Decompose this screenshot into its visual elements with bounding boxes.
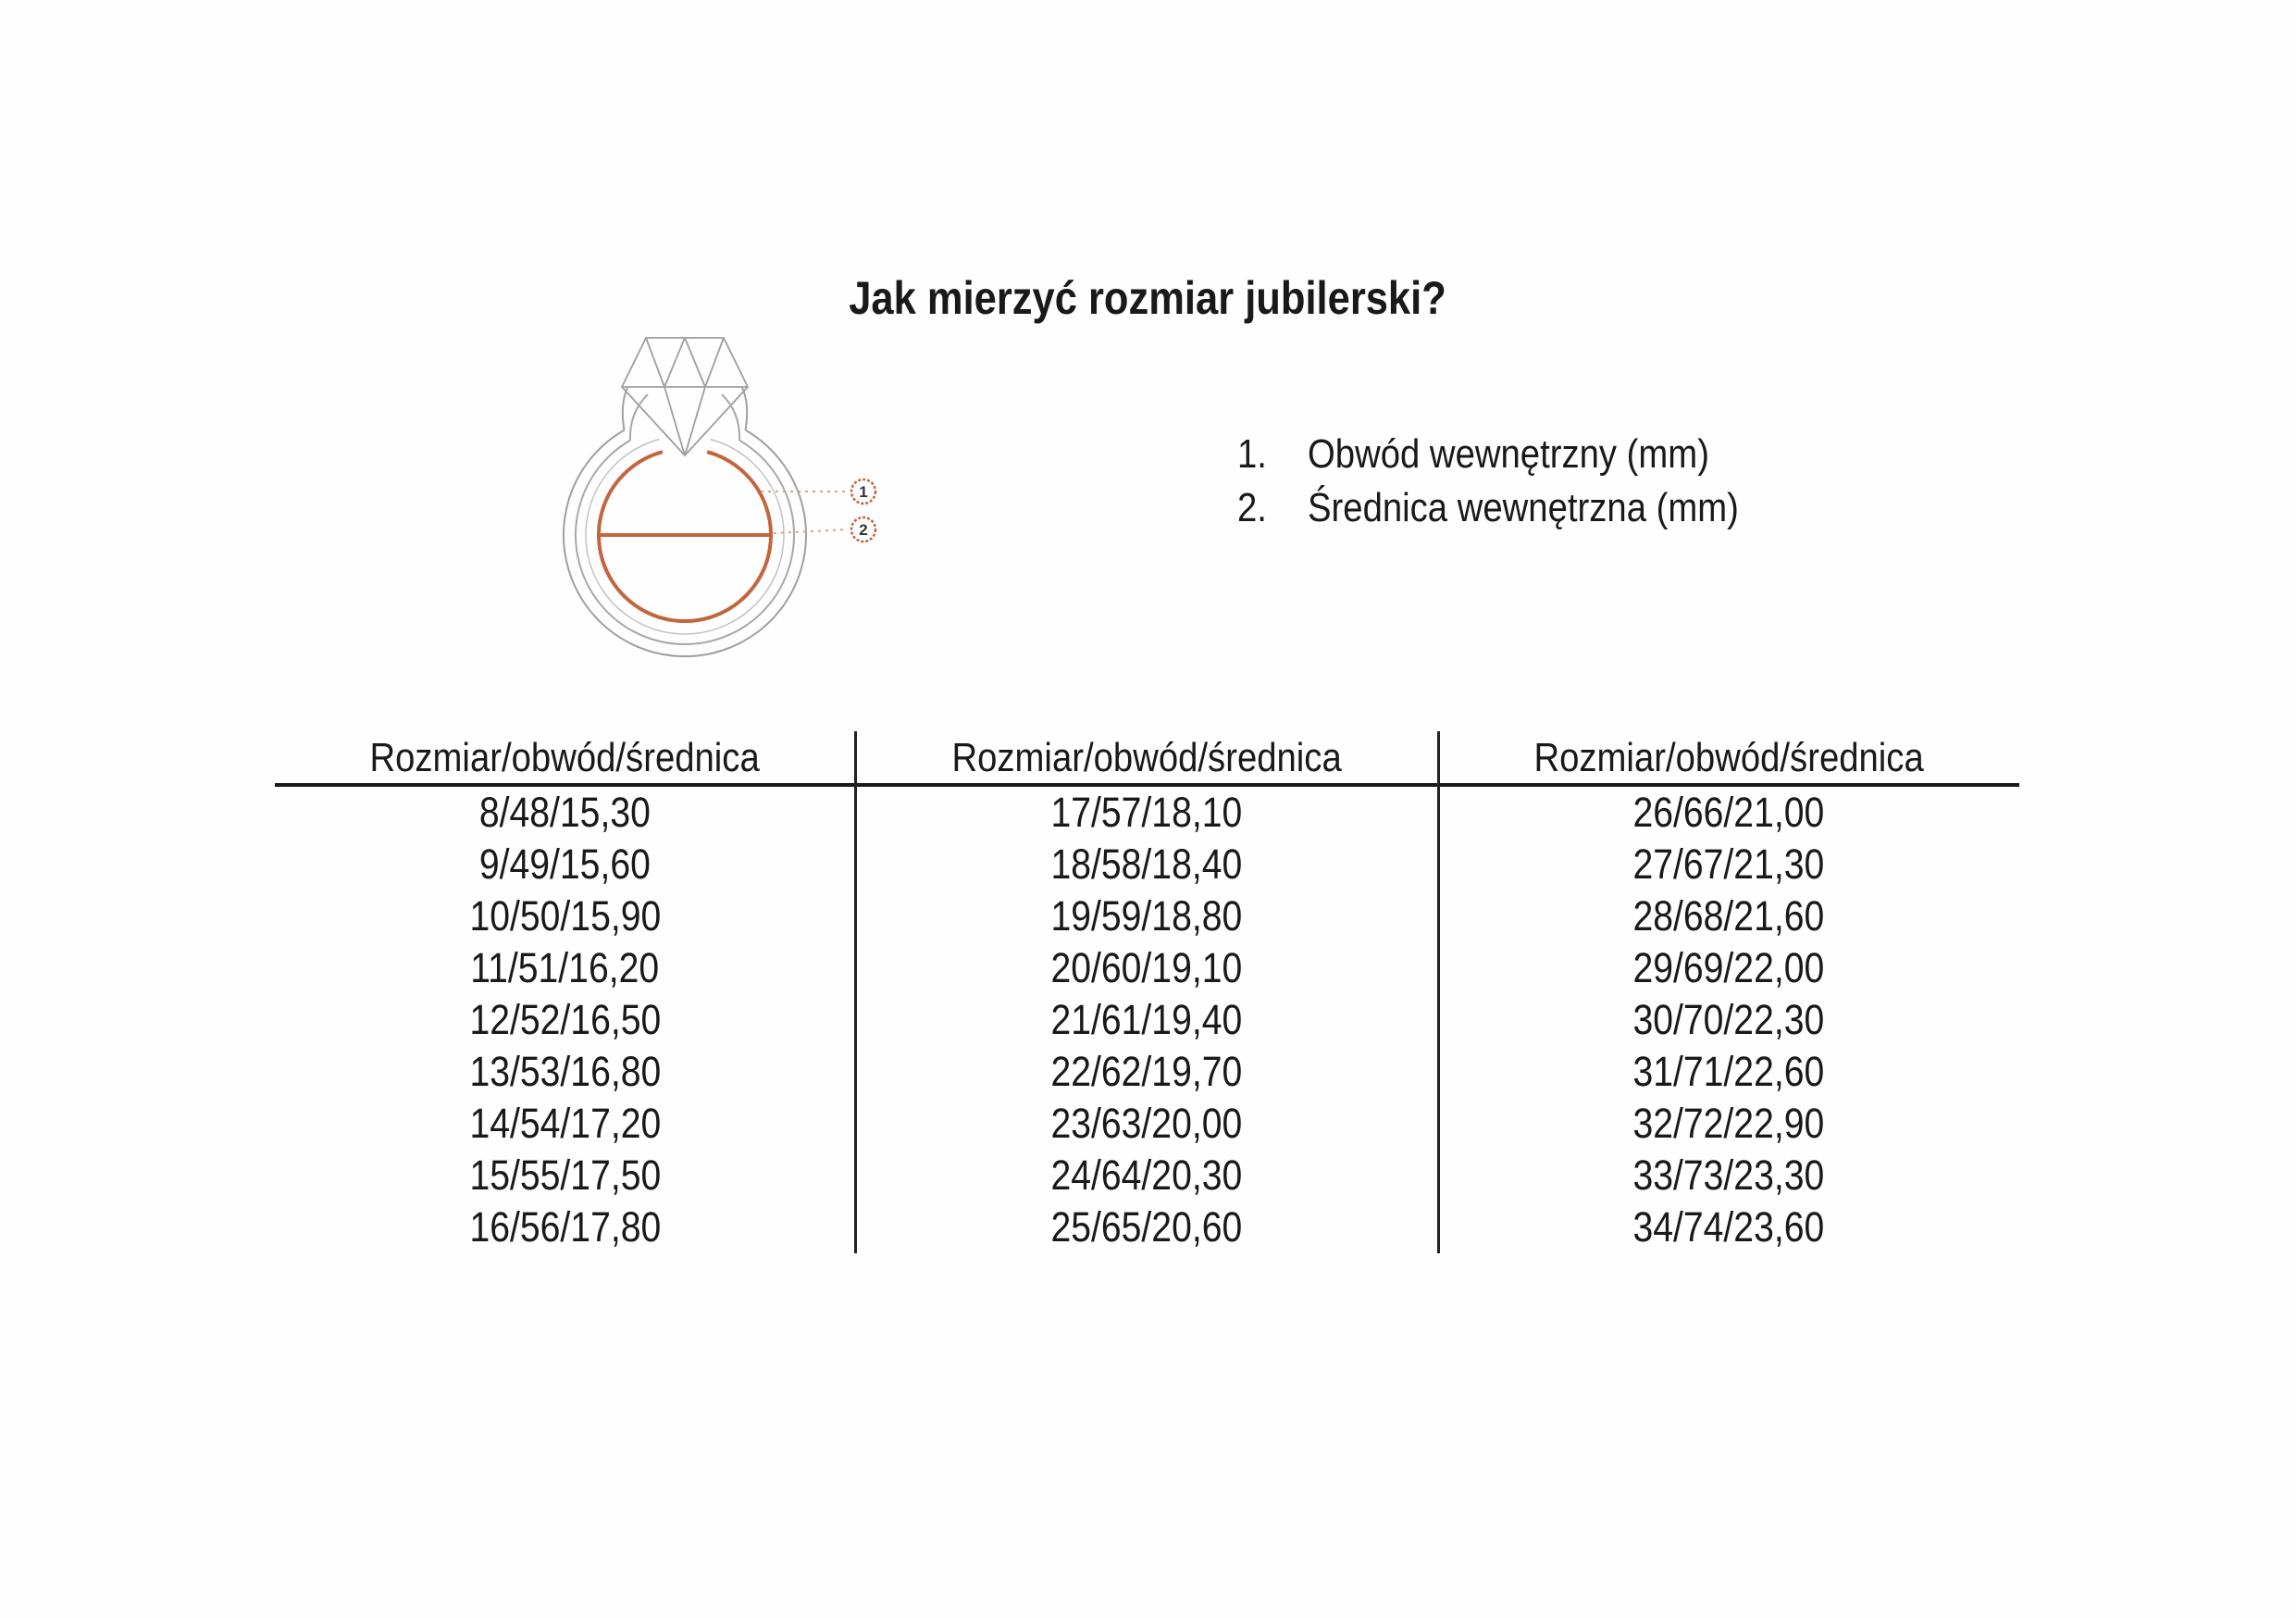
- table-cell: [1438, 1150, 2019, 1201]
- table-cell: [1438, 890, 2019, 942]
- table-cell-value: 31/71/22,60: [1632, 1048, 1825, 1095]
- table-cell: [275, 1150, 855, 1201]
- table-cell: [1438, 839, 2019, 890]
- table-cell-value: 14/54/17,20: [469, 1100, 661, 1147]
- table-cell: [275, 994, 855, 1046]
- table-cell: [855, 1150, 1438, 1201]
- table-cell-value: 17/57/18,10: [1050, 789, 1243, 836]
- table-cell: [855, 839, 1438, 890]
- table-cell-value: 29/69/22,00: [1632, 944, 1825, 991]
- table-cell-value: 28/68/21,60: [1632, 892, 1825, 940]
- page-title-text: Jak mierzyć rozmiar jubilerski?: [849, 272, 1447, 324]
- table-cell-value: 12/52/16,50: [469, 996, 661, 1043]
- table-cell: [275, 1201, 855, 1253]
- table-cell: [855, 1201, 1438, 1253]
- table-cell: [1438, 1098, 2019, 1150]
- table-cell-value: 21/61/19,40: [1050, 996, 1243, 1043]
- legend-number: 2.: [1237, 485, 1267, 530]
- table-header-text: Rozmiar/obwód/średnica: [951, 735, 1342, 780]
- table-cell-value: 18/58/18,40: [1050, 840, 1243, 888]
- table-column: [855, 787, 1438, 1253]
- table-header-text: Rozmiar/obwód/średnica: [1533, 735, 1924, 780]
- table-cell: [1438, 787, 2019, 839]
- table-cell-value: 13/53/16,80: [469, 1048, 661, 1095]
- table-cell: [1438, 994, 2019, 1046]
- table-cell: [275, 839, 855, 890]
- diamond-icon: [622, 338, 748, 455]
- table-cell: [275, 1046, 855, 1098]
- table-cell-value: 24/64/20,30: [1050, 1151, 1243, 1199]
- table-cell: [275, 1098, 855, 1150]
- table-header-text: Rozmiar/obwód/średnica: [369, 735, 761, 780]
- table-cell: [855, 994, 1438, 1046]
- page-title: [0, 270, 2296, 326]
- table-cell: [855, 1046, 1438, 1098]
- badge-2: [851, 517, 875, 541]
- badge-1: [851, 479, 875, 504]
- table-cell: [275, 890, 855, 942]
- table-cell-value: 11/51/16,20: [470, 944, 660, 991]
- table-cell-value: 9/49/15,60: [478, 840, 652, 888]
- table-cell-value: 8/48/15,30: [478, 789, 652, 836]
- table-cell-value: 26/66/21,00: [1632, 789, 1825, 836]
- legend-number: 1.: [1237, 431, 1267, 477]
- badge-2-label: 2: [859, 521, 868, 539]
- table-column: [275, 787, 855, 1253]
- table-cell: [275, 787, 855, 839]
- inner-measurement: [599, 452, 771, 621]
- table-cell: [855, 1098, 1438, 1150]
- table-cell-value: 22/62/19,70: [1050, 1048, 1243, 1095]
- badge-1-label: 1: [859, 483, 868, 501]
- table-cell-value: 32/72/22,90: [1632, 1100, 1825, 1147]
- table-cell-value: 27/67/21,30: [1632, 840, 1825, 888]
- table-cell-value: 30/70/22,30: [1632, 996, 1825, 1043]
- table-cell: [1438, 1201, 2019, 1253]
- table-cell-value: 34/74/23,60: [1632, 1203, 1825, 1251]
- table-column: [1438, 787, 2019, 1253]
- table-cell-value: 16/56/17,80: [469, 1203, 661, 1251]
- table-cell-value: 10/50/15,90: [469, 892, 661, 940]
- table-cell-value: 20/60/19,10: [1050, 944, 1243, 991]
- legend-label: Średnica wewnętrzna (mm): [1308, 485, 1739, 530]
- table-cell-value: 25/65/20,60: [1050, 1203, 1243, 1251]
- table-cell: [1438, 1046, 2019, 1098]
- table-cell: [1438, 942, 2019, 994]
- table-cell-value: 15/55/17,50: [469, 1151, 661, 1199]
- table-cell: [855, 890, 1438, 942]
- table-cell: [855, 942, 1438, 994]
- table-cell-value: 19/59/18,80: [1050, 892, 1243, 940]
- table-header-cell: [275, 731, 855, 785]
- table-cell: [275, 942, 855, 994]
- table-cell-value: 33/73/23,30: [1632, 1151, 1825, 1199]
- table-cell-value: 23/63/20,00: [1050, 1100, 1243, 1147]
- table-header-cell: [855, 731, 1438, 785]
- table-header-cell: [1438, 731, 2019, 785]
- ring-diagram: [518, 315, 907, 703]
- legend-label: Obwód wewnętrzny (mm): [1308, 431, 1709, 477]
- table-cell: [855, 787, 1438, 839]
